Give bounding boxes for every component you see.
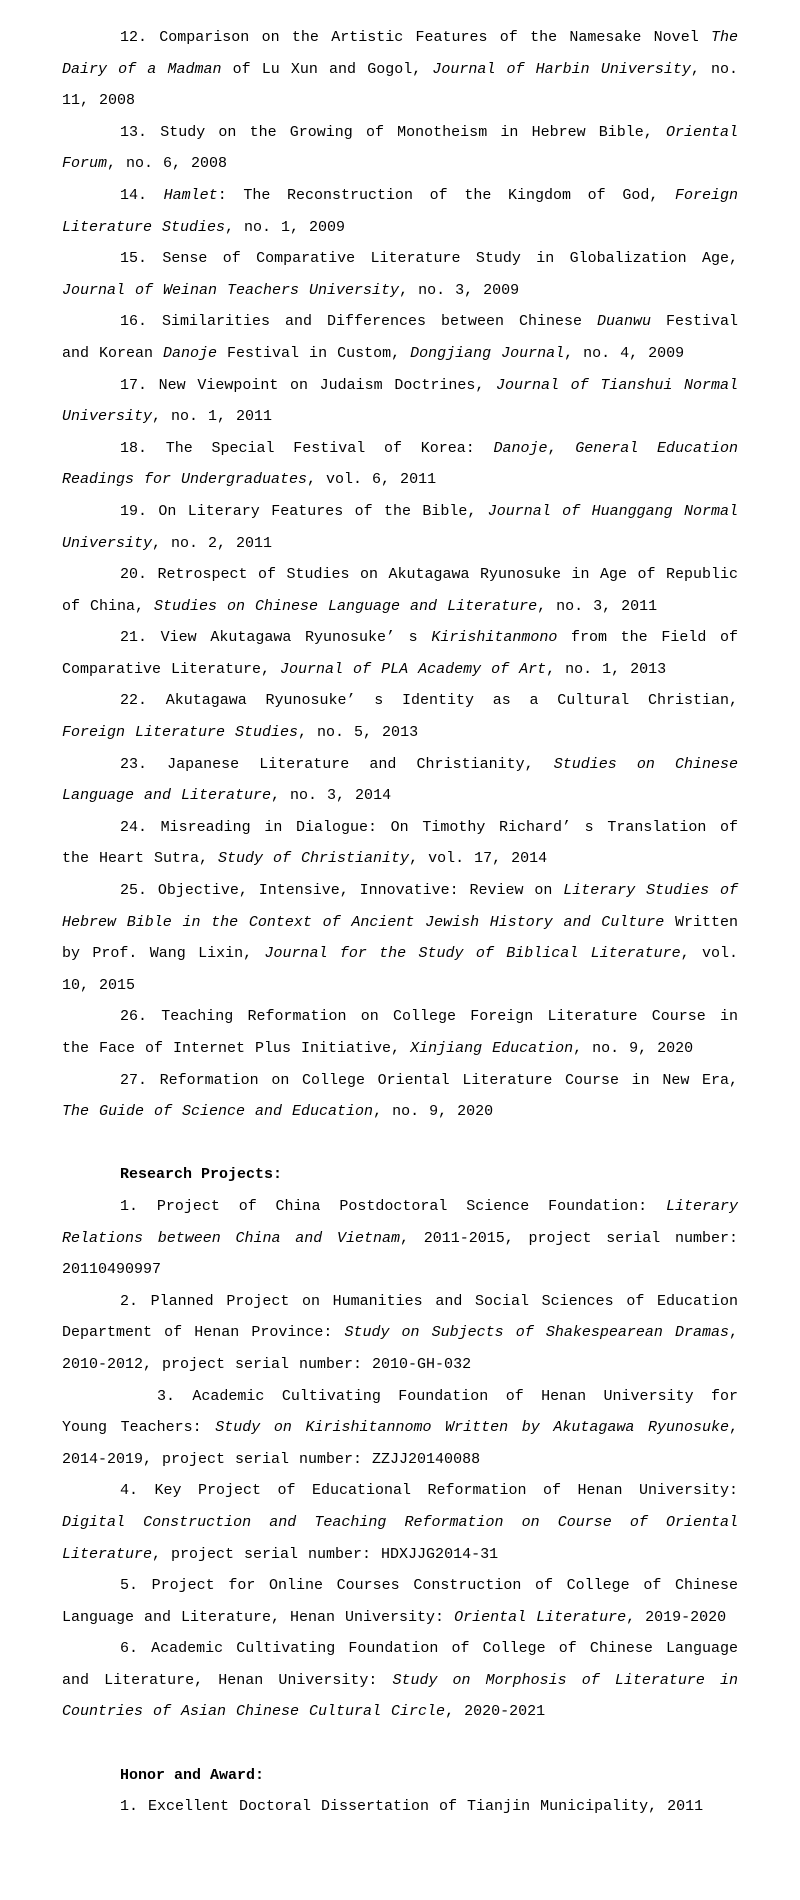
text-run: , no. 3, 2014 [271,787,392,805]
list-item-paragraph [62,1286,738,1381]
italic-title-run: Oriental Forum [62,123,738,173]
italic-title-run: Study on Subjects of Shakespearean Dramas [344,1324,729,1342]
text-run: : The Reconstruction of the Kingdom of God, [217,186,675,204]
italic-title-run: Journal of Tianshui Normal University [62,376,739,426]
list-item-paragraph [62,243,738,306]
text-run: 6. Academic Cultivating Foundation of College of Chinese Language and Literature, Henan University: [62,1640,738,1689]
text-run: 15. Sense of Comparative Literature Study in Globalization Age, [120,250,738,268]
research-projects-section [62,1159,738,1728]
text-run: 21. View Akutagawa Ryunosuke’ s [120,629,432,647]
italic-title-run: Literary Relations between China and Vietnam [62,1197,738,1247]
honor-award-heading: Honor and Award: [120,1766,265,1784]
italic-title-run: Journal for the Study of Biblical Literature [264,945,681,963]
italic-title-run: Danoje [163,344,218,362]
italic-title-run: Foreign Literature Studies [62,724,299,742]
text-run: Festival in Custom, [217,344,411,362]
list-item-paragraph [62,22,738,117]
text-run: , no. 1, 2009 [225,218,346,236]
text-run: , 2014-2019, project serial number: ZZJJ20140088 [62,1419,738,1468]
italic-title-run: Digital Construction and Teaching Reformation on Course of Oriental Literature [62,1513,738,1563]
italic-title-run: Studies on Chinese Language and Literature [62,755,739,805]
list-item-paragraph [62,180,738,243]
text-run: Festival and Korean [62,313,738,362]
publications-list [62,22,738,1128]
text-run: 16. Similarities and Differences between Chinese [120,313,597,331]
italic-title-run: Journal of PLA Academy of Art [280,660,547,678]
text-run: 24. Misreading in Dialogue: On Timothy Richard’ s Translation of the Heart Sutra, [62,818,738,868]
text-run: , no. 4, 2009 [564,344,685,362]
italic-title-run: Hamlet [163,186,218,204]
text-run: , no. 9, 2020 [373,1103,494,1121]
italic-title-run: Dongjiang Journal [410,344,565,362]
list-item-paragraph [62,496,738,559]
list-item-paragraph [62,1381,738,1476]
text-run: , project serial number: HDXJJG2014-31 [152,1545,499,1563]
text-run: 19. On Literary Features of the Bible, [120,502,488,520]
list-item-paragraph [62,685,738,748]
text-run: 27. Reformation on College Oriental Literature Course in New Era, [120,1071,738,1089]
list-item-paragraph [62,875,738,1001]
text-run: 22. Akutagawa Ryunosuke’ s Identity as a Cultural Christian, [120,692,738,710]
italic-title-run: The Dairy of a Madman [62,29,738,78]
text-run: , no. 3, 2011 [537,597,658,615]
text-run: 14. [120,186,164,204]
list-item-paragraph [62,306,738,369]
honor-award-list [62,1791,738,1823]
text-run: , 2020-2021 [445,1703,546,1721]
italic-title-run: Studies on Chinese Language and Literature [154,597,538,615]
text-run: 2. Planned Project on Humanities and Social Sciences of Education Department of Henan Province: [62,1292,738,1342]
text-run: , no. 6, 2008 [107,155,228,173]
text-run: 4. Key Project of Educational Reformation of Henan University: [120,1482,738,1500]
text-run: 17. New Viewpoint on Judaism Doctrines, [120,376,496,394]
text-run: , vol. 6, 2011 [307,471,437,489]
text-run: , no. 9, 2020 [573,1040,694,1057]
list-item-paragraph [62,1570,738,1633]
list-item-paragraph [62,559,738,622]
text-run: 12. Comparison on the Artistic Features of the Namesake Novel [120,29,711,46]
list-item-paragraph [62,1633,738,1728]
text-run: 26. Teaching Reformation on College Foreign Literature Course in the Face of Internet Plus Initiative, [62,1008,738,1057]
italic-title-run: Journal of Huanggang Normal University [62,502,738,552]
list-item-paragraph [62,433,738,496]
list-item-paragraph [62,117,738,180]
list-item-paragraph [62,1065,738,1128]
text-run: 1. Excellent Doctoral Dissertation of Tianjin Municipality, 2011 [120,1798,704,1816]
list-item-paragraph [62,370,738,433]
text-run: of Lu Xun and Gogol, [221,60,433,78]
text-run: , vol. 10, 2015 [62,945,739,994]
list-item-paragraph [62,1791,738,1823]
text-run: 3. Academic Cultivating Foundation of Henan University for Young Teachers: [62,1387,738,1437]
italic-title-run: Study on Morphosis of Literature in Countries of Asian Chinese Cultural Circle [62,1671,738,1721]
text-run: 13. Study on the Growing of Monotheism in Hebrew Bible, [120,123,666,141]
italic-title-run: Foreign Literature Studies [62,186,738,236]
text-run: , no. 1, 2011 [152,408,273,426]
text-run: 5. Project for Online Courses Construction of College of Chinese Language and Literature, Henan University: [62,1577,738,1626]
text-run: , 2011-2015, project serial number: 20110490997 [62,1229,738,1279]
text-run: 18. The Special Festival of Korea: [120,439,494,457]
italic-title-run: Xinjiang Education [410,1040,574,1057]
text-run: 25. Objective, Intensive, Innovative: Review on [120,882,564,900]
italic-title-run: Danoje [493,439,548,457]
italic-title-run: Duanwu [596,313,651,331]
italic-title-run: Oriental Literature [454,1608,627,1626]
text-run: , [547,439,576,457]
research-projects-heading: Research Projects: [120,1166,283,1184]
text-run: , no. 3, 2009 [399,281,520,299]
text-run: 23. Japanese Literature and Christianity, [120,755,554,773]
text-run: , no. 11, 2008 [62,60,738,110]
honor-award-section [62,1760,738,1823]
text-run: , no. 1, 2013 [546,660,667,678]
list-item-paragraph [62,749,738,812]
italic-title-run: Study on Kirishitannomo Written by Akutagawa Ryunosuke [215,1419,729,1437]
list-item-paragraph [62,1191,738,1286]
text-run: , no. 5, 2013 [298,724,419,742]
text-run: , 2010-2012, project serial number: 2010-GH-032 [62,1324,738,1373]
italic-title-run: Journal of Harbin University [432,60,691,78]
italic-title-run: The Guide of Science and Education [62,1103,374,1121]
italic-title-run: General Education Readings for Undergraduates [62,439,738,489]
text-run: , 2019-2020 [626,1608,727,1626]
list-item-paragraph [62,622,738,685]
publications-section [62,22,738,1128]
text-run: , no. 2, 2011 [152,534,273,552]
italic-title-run: Journal of Weinan Teachers University [62,281,400,299]
text-run: Written by Prof. Wang Lixin, [62,913,738,963]
italic-title-run: Study of Christianity [218,850,410,868]
text-run: , vol. 17, 2014 [409,850,548,868]
italic-title-run: Literary Studies of Hebrew Bible in the Context of Ancient Jewish History and Culture [62,882,739,931]
italic-title-run: Kirishitanmono [431,629,558,647]
text-run: 20. Retrospect of Studies on Akutagawa Ryunosuke in Age of Republic of China, [62,566,738,615]
list-item-paragraph [62,1001,738,1064]
research-projects-list [62,1191,738,1728]
text-run: from the Field of Comparative Literature, [62,629,739,678]
list-item-paragraph [62,1475,738,1570]
list-item-paragraph [62,812,738,875]
text-run: 1. Project of China Postdoctoral Science Foundation: [120,1197,666,1215]
